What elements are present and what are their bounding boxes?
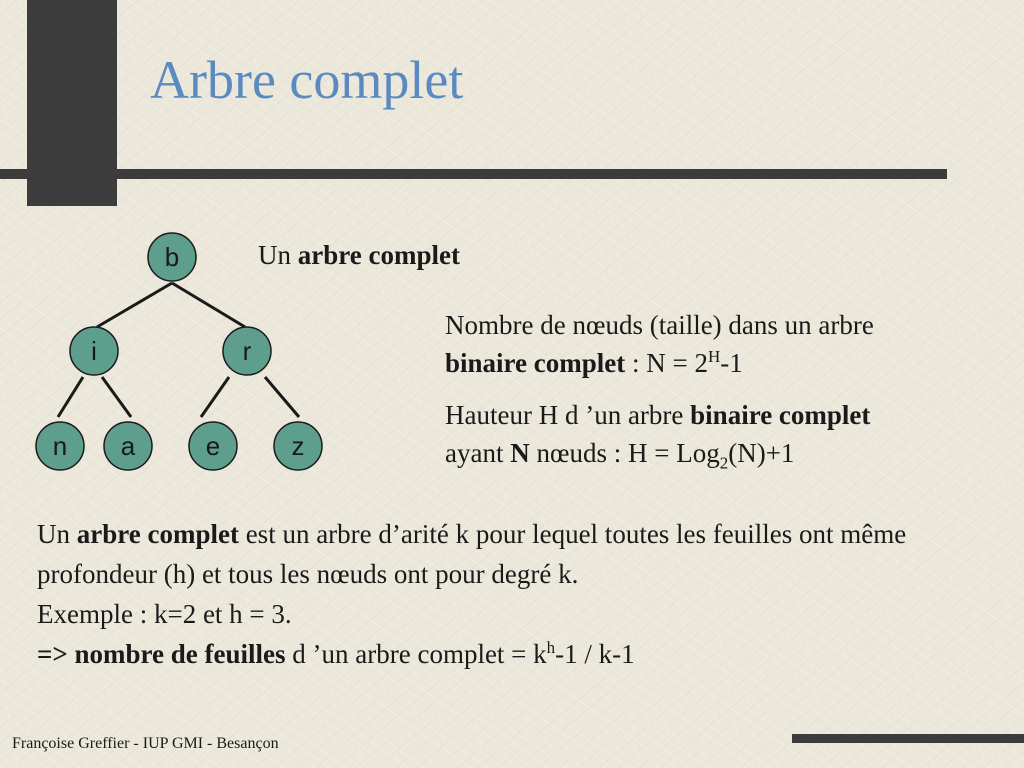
height-formula-prefix: Hauteur H d ’un arbre	[445, 400, 691, 430]
leaves-formula-bold: => nombre de feuilles	[37, 639, 286, 669]
height-formula-bold: binaire complet	[690, 400, 871, 430]
height-formula-mid: nœuds : H = Log	[529, 438, 720, 468]
height-formula-line1	[445, 396, 1015, 434]
height-formula-end: (N)+1	[728, 438, 795, 468]
tree-node-label: b	[164, 242, 180, 272]
size-formula-line1: Nombre de nœuds (taille) dans un arbre	[445, 310, 874, 340]
slide-title: Arbre complet	[150, 50, 464, 110]
height-formula-line2-prefix: ayant	[445, 438, 511, 468]
edge-i-n	[58, 377, 83, 417]
size-formula-end: -1	[720, 348, 743, 378]
tree-node-z	[274, 422, 322, 470]
edge-i-a	[102, 377, 131, 417]
definition-bold: arbre complet	[76, 519, 239, 549]
leaves-formula-text: d ’un arbre complet = k	[285, 639, 547, 669]
tree-node-label: e	[205, 431, 221, 461]
definition-paragraph	[37, 514, 1012, 594]
definition-text: est un arbre d’arité k pour lequel toutes les feuilles ont même profondeur (h) et tous les nœuds ont pour degré k.	[37, 519, 907, 589]
size-formula-exponent: H	[707, 347, 721, 366]
edge-r-e	[201, 377, 229, 417]
edge-b-r	[172, 283, 245, 327]
height-formula-line2	[445, 434, 1015, 472]
height-formula	[445, 396, 1015, 472]
tree-node-label: a	[120, 431, 136, 461]
size-formula	[445, 306, 1015, 382]
leaves-formula-exponent: h	[546, 638, 556, 657]
tree-node-label: i	[91, 336, 97, 366]
tree-node-label: z	[291, 431, 305, 461]
edge-b-i	[97, 283, 172, 327]
tree-node-a	[104, 422, 152, 470]
size-formula-line2	[445, 344, 1015, 382]
tree-node-e	[189, 422, 237, 470]
height-formula-n: N	[510, 438, 530, 468]
slide-footer: Françoise Greffier - IUP GMI - Besançon	[12, 735, 279, 752]
tree-node-r	[223, 327, 271, 375]
tree-caption	[258, 237, 460, 273]
caption-bold: arbre complet	[297, 240, 460, 270]
size-formula-bold: binaire complet	[445, 348, 626, 378]
definition-prefix: Un	[37, 519, 77, 549]
definition-block	[37, 514, 1012, 674]
tree-node-label: r	[242, 336, 252, 366]
edge-r-z	[265, 377, 299, 417]
leaves-formula-end: -1 / k-1	[555, 639, 635, 669]
size-formula-rest: : N = 2	[625, 348, 708, 378]
leaves-formula-line	[37, 634, 1012, 674]
tree-node-label: n	[52, 431, 68, 461]
tree-node-b	[148, 233, 196, 281]
height-formula-subscript: 2	[719, 453, 729, 473]
caption-prefix: Un	[258, 240, 298, 270]
tree-node-i	[70, 327, 118, 375]
example-line: Exemple : k=2 et h = 3.	[37, 599, 292, 629]
tree-node-n	[36, 422, 84, 470]
